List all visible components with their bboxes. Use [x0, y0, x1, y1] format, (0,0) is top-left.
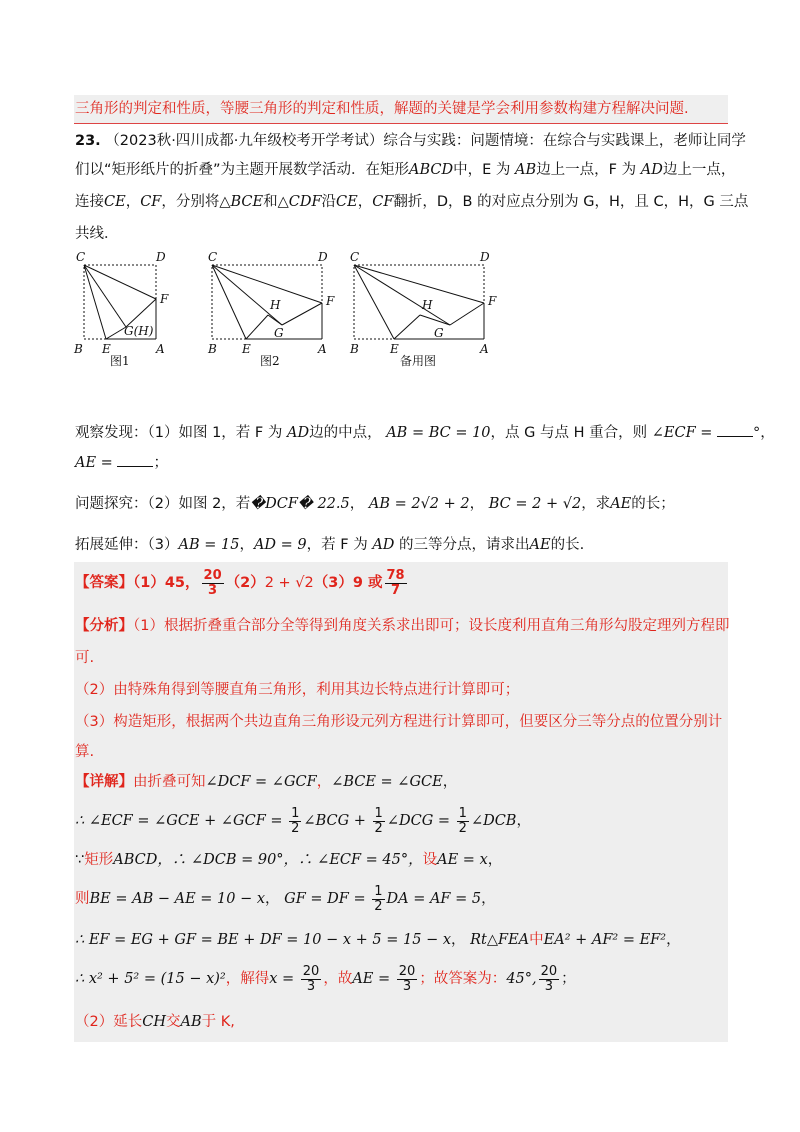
q2-ae: AE — [610, 496, 632, 512]
q3-ae: AE — [529, 537, 551, 553]
figure-2 — [212, 265, 322, 339]
frac-half-1-num: 1 — [291, 805, 300, 821]
detail-l6f: ；故答案为： — [419, 971, 507, 987]
detail-l2b: ∠BCG + — [303, 813, 366, 829]
problem-number: 23. — [75, 133, 101, 149]
fig3-label-e: E — [390, 342, 399, 356]
frac-x — [301, 965, 322, 994]
q1-ae: AE = — [75, 455, 113, 471]
detail-l3-abcd: ABCD — [113, 852, 158, 868]
fig2-label-c: C — [208, 250, 218, 264]
problem-source: （2023秋·四川成都·九年级校考开学考试） — [105, 133, 384, 149]
fig2-label-g: G — [274, 326, 284, 340]
frac-half-3-num: 1 — [458, 805, 467, 821]
fig2-label-d: D — [318, 250, 328, 264]
detail-l6h: ； — [561, 971, 576, 987]
p3c: ，分别将 — [161, 194, 220, 210]
analysis-line-3b: 算. — [75, 744, 95, 760]
q3-ad: AD = 9 — [253, 537, 307, 553]
detail-l6e: AE = — [352, 971, 391, 987]
q1e: ； — [153, 455, 168, 471]
q1-blank-2 — [117, 452, 153, 467]
fig1-label-a: A — [156, 342, 165, 356]
p3f: ， — [357, 194, 373, 210]
problem-line-4: 共线． — [75, 226, 119, 242]
detail-l5d: 中 — [529, 932, 544, 948]
answer-p2: （2） — [225, 575, 265, 591]
detail-l5c: Rt△FEA — [470, 932, 530, 948]
answer-p1: （1）45， — [133, 575, 200, 591]
answer-frac-3 — [385, 569, 407, 598]
detail-l5f: ， — [666, 932, 681, 948]
detail-line-2 — [75, 804, 531, 838]
figure-3 — [354, 265, 484, 339]
answer-frac-3-den: 7 — [391, 582, 401, 598]
detail-l3a: ∵ — [75, 852, 85, 868]
fig2-label-b: B — [208, 342, 217, 356]
detail-l7b: 交 — [165, 1014, 181, 1030]
detail-l4f: ， — [481, 891, 496, 907]
detail-l6g: 45°, — [506, 971, 537, 987]
answer-frac-1-den: 3 — [208, 582, 218, 598]
q2b: ， — [349, 496, 365, 512]
seg-ad: AD — [640, 162, 663, 178]
fig1-label-c: C — [76, 250, 86, 264]
answer-frac-3-num: 78 — [386, 567, 405, 583]
frac-half-2-den: 2 — [374, 820, 383, 836]
fig3-label-f: F — [488, 294, 497, 308]
q1b: 边的中点， — [309, 425, 382, 441]
q3e: 的长. — [550, 537, 585, 553]
analysis-line-1b: 可. — [75, 650, 95, 666]
frac-half-3-den: 2 — [458, 820, 467, 836]
detail-line-7 — [75, 1012, 235, 1032]
fig3-label-b: B — [350, 342, 359, 356]
answer-label: 【答案】 — [75, 575, 133, 591]
q2-ab: AB = 2√2 + 2 — [368, 496, 470, 512]
q3b: ， — [239, 537, 254, 553]
frac-final-den: 3 — [544, 978, 554, 994]
detail-l3b: 矩形 — [84, 852, 114, 868]
detail-l6c: x = — [269, 971, 295, 987]
p3-cf2: CF — [372, 194, 394, 210]
detail-line-6 — [75, 962, 576, 996]
fig3-label-a: A — [480, 342, 489, 356]
rect-abcd: ABCD — [409, 162, 454, 178]
detail-l2-end: ， — [516, 813, 531, 829]
detail-l2a: ∴ ∠ECF = ∠GCE + ∠GCF = — [75, 813, 283, 829]
frac-half-2 — [373, 807, 385, 836]
fig1-label-d: D — [156, 250, 166, 264]
detail-l6b: ，解得 — [225, 971, 270, 987]
detail-end: ， — [442, 774, 458, 790]
detail-l7c: 于 K, — [201, 1014, 235, 1030]
frac-x-num: 20 — [302, 963, 320, 979]
detail-l4e: DA = AF = 5 — [386, 891, 482, 907]
fig2-label-f: F — [326, 294, 335, 308]
q2a: 问题探究：（2）如图 2，若 — [75, 496, 251, 512]
fig2-caption: 图2 — [260, 354, 280, 368]
fig2-label-a: A — [318, 342, 327, 356]
detail-l3d: 设 — [422, 852, 438, 868]
frac-half-4-num: 1 — [374, 883, 383, 899]
fig1-label-e: E — [102, 342, 111, 356]
intro-text: 三角形的判定和性质，等腰三角形的判定和性质，解题的关键是学会利用参数构建方程解决问题. — [75, 101, 689, 117]
detail-l4a: 则 — [75, 891, 90, 907]
p3-cdf: △CDF — [277, 194, 322, 210]
fig2-label-h: H — [270, 298, 281, 312]
analysis-line-1 — [75, 616, 729, 636]
detail-l4c: ， — [265, 891, 280, 907]
detail-sep: ， — [316, 774, 332, 790]
q3a: 拓展延伸：（3） — [75, 537, 179, 553]
fig3-label-d: D — [480, 250, 490, 264]
detail-l5a: ∴ EF = EG + GF = BE + DF = 10 − x + 5 = 15 − x — [75, 932, 452, 948]
problem-line1-rest: 综合与实践：问题情境：在综合与实践课上，老师让同学 — [383, 133, 746, 149]
q1c: ，点 G 与点 H 重合，则 — [490, 425, 648, 441]
detail-l6d: ，故 — [323, 971, 353, 987]
q2-dcf: �DCF� 22.5 — [250, 496, 350, 512]
detail-line-3 — [75, 850, 502, 870]
detail-l7-ab: AB — [180, 1014, 202, 1030]
detail-line-4 — [75, 882, 496, 916]
problem-line-3 — [75, 192, 748, 212]
detail-l7-ch: CH — [142, 1014, 166, 1030]
detail-a: 由折叠可知 — [133, 774, 206, 790]
detail-l5b: ， — [451, 932, 466, 948]
fig1-label-b: B — [74, 342, 83, 356]
q2-line — [75, 494, 675, 514]
frac-ae — [397, 965, 418, 994]
q1-angle: ∠ECF = — [651, 425, 713, 441]
seg-ab: AB — [515, 162, 537, 178]
answer-frac-1-num: 20 — [203, 567, 222, 583]
frac-half-3 — [457, 807, 469, 836]
q1a: 观察发现：（1）如图 1，若 F 为 — [75, 425, 283, 441]
frac-final — [539, 965, 560, 994]
problem-line-2 — [75, 160, 735, 180]
detail-eq1: ∠DCF = ∠GCF — [205, 774, 317, 790]
q2c: ， — [469, 496, 485, 512]
q1-line — [75, 422, 775, 443]
problem-line2-text: 们以“矩形纸片的折叠”为主题开展数学活动．在矩形 — [75, 162, 410, 178]
analysis-l1: （1）根据折叠重合部分全等得到角度关系求出即可；设长度利用直角三角形勾股定理列方程即 — [133, 618, 730, 634]
detail-line-1 — [75, 772, 457, 792]
fig3-label-c: C — [350, 250, 360, 264]
fig1-caption: 图1 — [110, 354, 130, 368]
frac-half-1 — [289, 807, 301, 836]
detail-l3c: ，∴ ∠DCB = 90°，∴ ∠ECF = 45°， — [157, 852, 423, 868]
q1d: °， — [753, 425, 775, 441]
detail-l2c: ∠DCG = — [386, 813, 451, 829]
p3-ce: CE — [104, 194, 126, 210]
detail-l2d: ∠DCB — [470, 813, 517, 829]
p3b: ， — [125, 194, 141, 210]
analysis-label: 【分析】 — [75, 618, 133, 634]
q1-blank-1 — [717, 422, 753, 437]
analysis-line-3: （3）构造矩形，根据两个共边直角三角形设元列方程进行计算即可，但要区分三等分点的位置分别计 — [75, 714, 723, 730]
fig3-label-g: G — [434, 326, 444, 340]
detail-l6a: ∴ x² + 5² = (15 − x)² — [75, 971, 226, 987]
problem-line2-tail: 中，E 为 — [453, 162, 511, 178]
p3d: 和 — [263, 194, 278, 210]
detail-l5e: EA² + AF² = EF² — [543, 932, 667, 948]
q3-ad2: AD — [372, 537, 395, 553]
detail-l4b: BE = AB − AE = 10 − x — [89, 891, 266, 907]
fig1-label-f: F — [160, 292, 169, 306]
detail-eq2: ∠BCE = ∠GCE — [331, 774, 443, 790]
frac-half-2-num: 1 — [374, 805, 383, 821]
frac-half-4-den: 2 — [374, 898, 383, 914]
p3-bce: △BCE — [219, 194, 264, 210]
frac-half-1-den: 2 — [291, 820, 300, 836]
fig2-label-e: E — [242, 342, 251, 356]
frac-half-4 — [372, 885, 384, 914]
analysis-line-2: （2）由特殊角得到等腰直角三角形，利用其边长特点进行计算即可； — [75, 682, 520, 698]
q1-line-2 — [75, 452, 168, 473]
frac-ae-num: 20 — [398, 963, 416, 979]
figures — [60, 245, 520, 375]
detail-label: 【详解】 — [75, 774, 133, 790]
problem-line-1 — [75, 131, 746, 151]
q1-ad: AD — [286, 425, 310, 441]
detail-l3e: AE = x — [437, 852, 488, 868]
detail-l4d: GF = DF = — [284, 891, 366, 907]
q3-line — [75, 535, 584, 555]
p3-cf: CF — [140, 194, 162, 210]
q2d: ，求 — [581, 496, 611, 512]
q3d: 的三等分点，请求出 — [399, 537, 530, 553]
p3-ce2: CE — [336, 194, 358, 210]
problem-line2-tail2: 边上一点，F 为 — [536, 162, 637, 178]
fig3-caption: 备用图 — [400, 354, 437, 368]
problem-line2-tail3: 边上一点， — [662, 162, 736, 178]
p3a: 连接 — [75, 194, 104, 210]
answer-frac-1 — [202, 569, 224, 598]
q2e: 的长； — [631, 496, 675, 512]
q1-eq: AB = BC = 10 — [386, 425, 491, 441]
frac-x-den: 3 — [306, 978, 316, 994]
frac-ae-den: 3 — [402, 978, 412, 994]
p3g: 翻折，D，B 的对应点分别为 G，H，且 C，H，G 三点 — [393, 194, 749, 210]
detail-line-5 — [75, 930, 681, 950]
answer-line — [75, 566, 409, 600]
q3-ab: AB = 15 — [178, 537, 240, 553]
detail-l3f: ， — [487, 852, 503, 868]
fig3-label-h: H — [422, 298, 433, 312]
frac-final-num: 20 — [540, 963, 558, 979]
answer-v2: 2 + √2 — [264, 575, 314, 591]
q2-bc: BC = 2 + √2 — [488, 496, 582, 512]
detail-l7a: （2）延长 — [75, 1014, 143, 1030]
fig1-label-gh: G(H) — [124, 324, 154, 338]
q3c: ，若 F 为 — [306, 537, 368, 553]
p3e: 沿 — [321, 194, 337, 210]
answer-p3: （3）9 或 — [313, 575, 383, 591]
